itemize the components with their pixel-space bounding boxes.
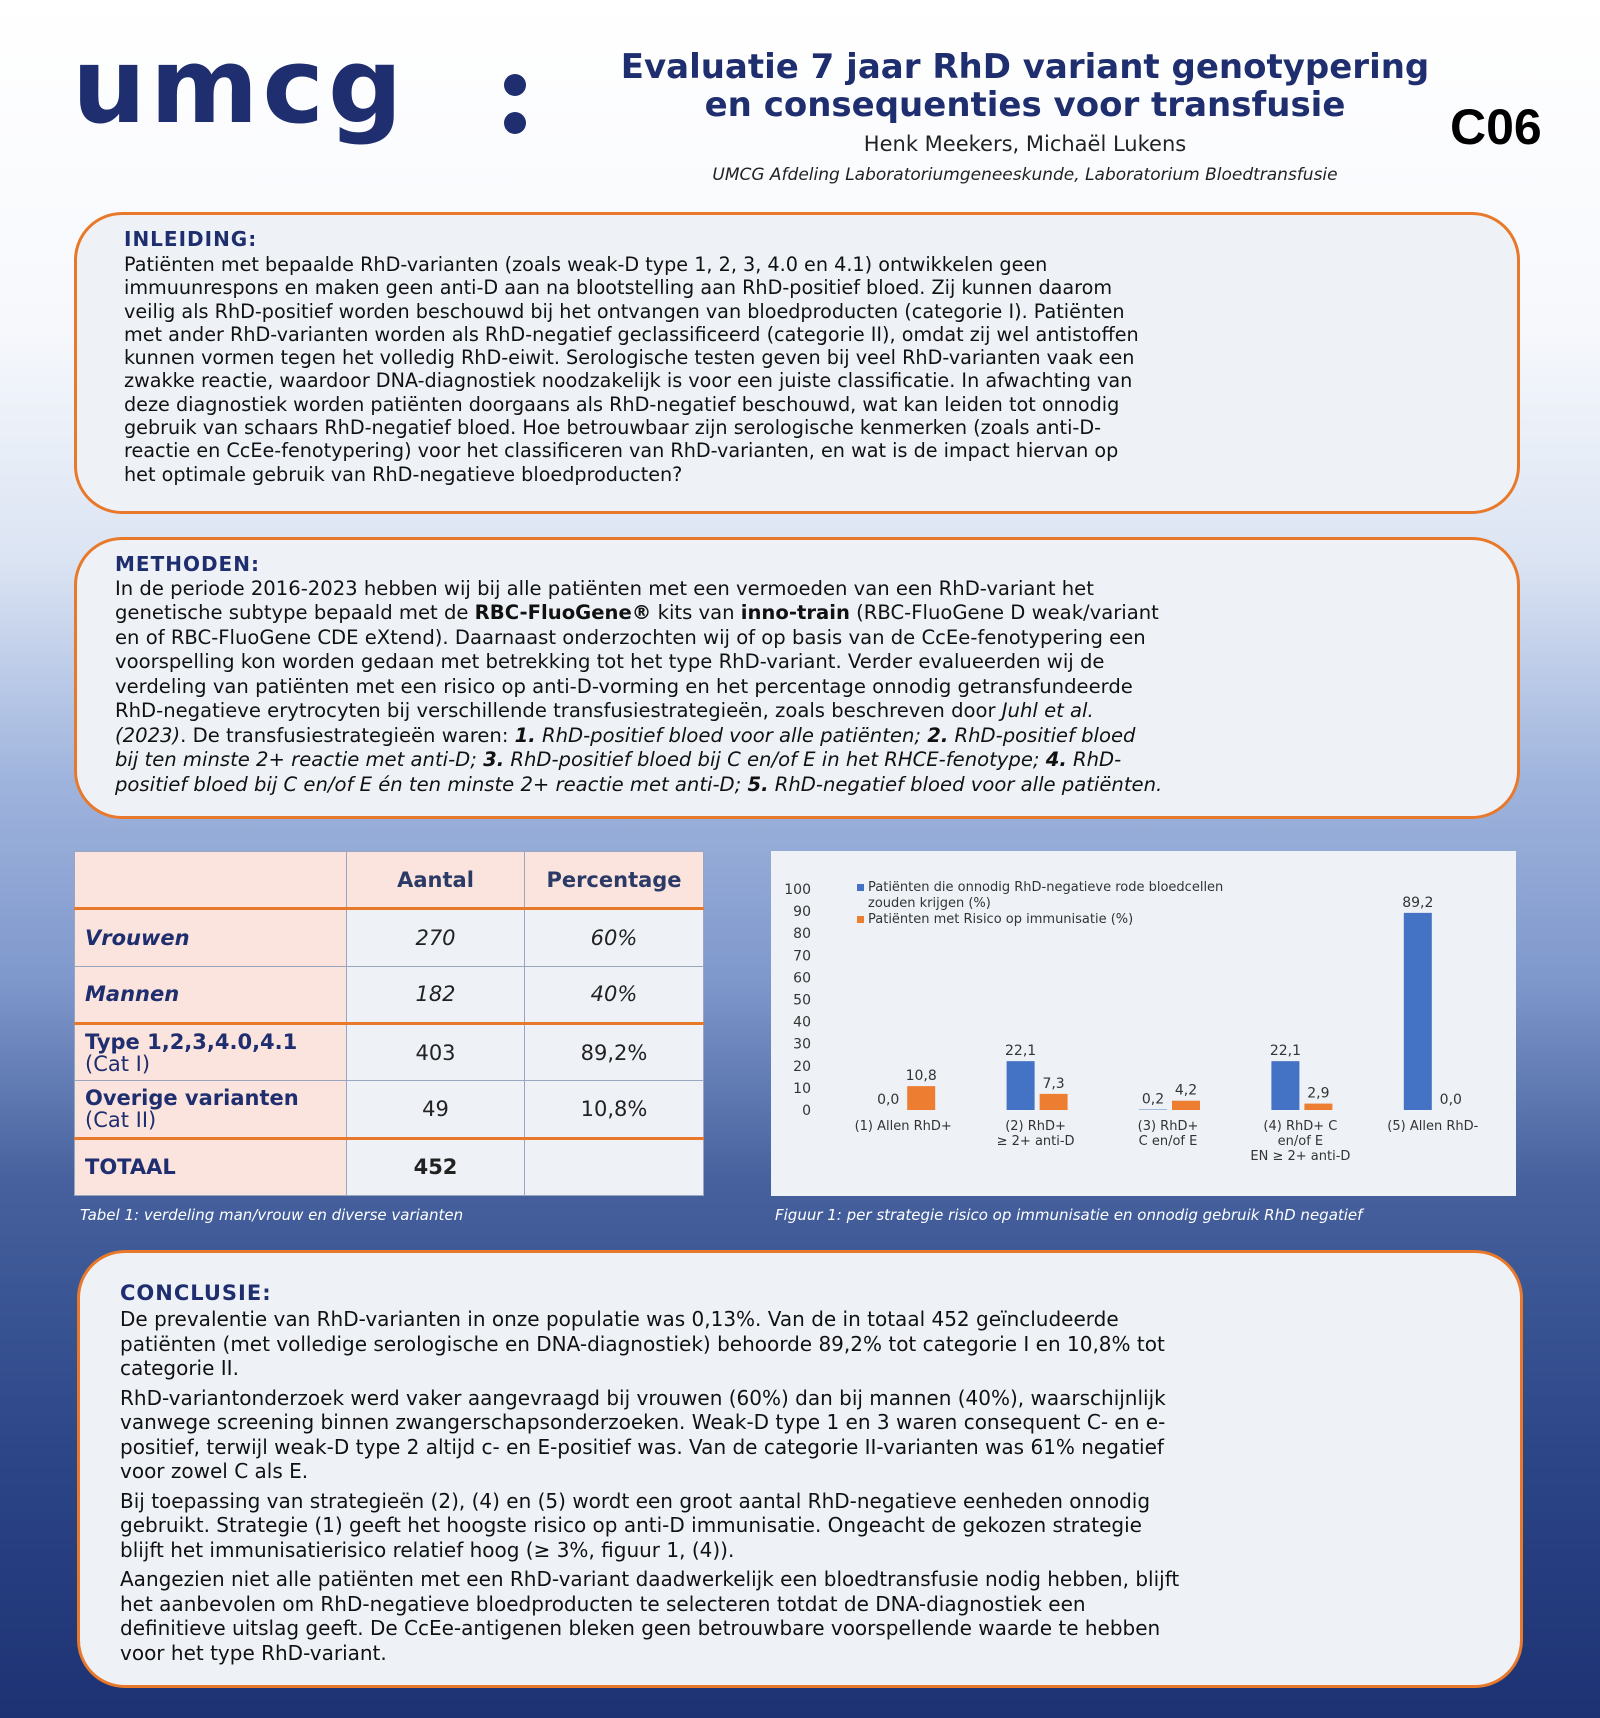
bar-data-label: 0,0	[1439, 1092, 1462, 1108]
bar-data-label: 7,3	[1042, 1075, 1065, 1092]
y-tick-label: 80	[793, 926, 811, 943]
row-percentage	[525, 1138, 704, 1195]
methoden-line: bij ten minste 2+ reactie met anti-D; 3. RhD-positief bloed bij C en/of E in het RHCE-fenotype; 4. RhD-	[115, 748, 1122, 771]
methoden-line: voorspelling kon worden gedaan met betrekking tot het type RhD-variant. Verder evalueerden wij de	[115, 650, 1105, 673]
methoden-line: en of RBC-FluoGene CDE eXtend). Daarnaast onderzochten wij of op basis van de CcEe-fenotypering een	[115, 625, 1146, 649]
inleiding-line: gebruik van schaars RhD-negatief bloed. Hoe betrouwbaar zijn serologische kenmerken (zoals anti-D-	[124, 416, 1102, 440]
title-line-1: Evaluatie 7 jaar RhD variant genotypering	[620, 47, 1430, 87]
bar-data-label: 4,2	[1174, 1082, 1198, 1099]
y-tick-label: 60	[793, 970, 811, 987]
y-tick-label: 30	[793, 1036, 811, 1053]
legend-swatch	[857, 916, 864, 923]
conclusie-line: gebruikt. Strategie (1) geeft het hoogste risico op anti-D immunisatie. Ongeacht de gekozen strategie	[120, 1513, 1142, 1537]
inleiding-box: INLEIDING: Patiënten met bepaalde RhD-varianten (zoals weak-D type 1, 2, 3, 4.0 en 4.1) ontwikkelen geen immuunrespons en maken geen anti-D aan na blootstelling aan RhD-positief bloed. Zij kunnen daarom veilig als RhD-positief worden beschouwd bij het ontvangen van bloedproducten (categorie I). Patiënten met ander RhD-varianten worden als RhD-negatief geclassificeerd (categorie II), omdat zij wel antistoffen kunnen vormen tegen het volledig RhD-eiwit. Serologische testen geven bij veel RhD-varianten vaak een zwakke reactie, waardoor DNA-diagnostiek noodzakelijk is voor een juiste classificatie. In afwachting van deze diagnostiek worden patiënten doorgaans als RhD-negatief beschouwd, wat kan leiden tot onnodig gebruik van schaars RhD-negatief bloed. Hoe betrouwbaar zijn serologische kenmerken (zoals anti-D- reactie en CcEe-fenotypering) voor het classificeren van RhD-varianten, en wat is de impact hiervan op het optimale gebruik van RhD-negatieve bloedproducten?	[74, 212, 1520, 514]
conclusie-text	[120, 1307, 1520, 1665]
inleiding-line: kunnen vormen tegen het volledig RhD-eiwit. Serologische testen geven bij veel RhD-varianten vaak een	[124, 346, 1135, 370]
table-row	[75, 1023, 704, 1080]
conclusie-heading: CONCLUSIE	[120, 1281, 263, 1305]
conclusie-line: Aangezien niet alle patiënten met een RhD-variant daadwerkelijk een bloedtransfusie nodig hebben, blijft	[120, 1567, 1180, 1591]
inleiding-line: zwakke reactie, waardoor DNA-diagnostiek noodzakelijk is voor een juiste classificatie. In afwachting van	[124, 369, 1133, 393]
bar-data-label: 22,1	[1269, 1043, 1301, 1060]
row-label: Vrouwen	[75, 909, 347, 966]
row-label: TOTAAL	[75, 1138, 347, 1195]
x-tick-label: (4) RhD+ C	[1263, 1119, 1338, 1134]
table-row	[75, 966, 704, 1023]
methoden-line: genetische subtype bepaald met de RBC-FluoGene® kits van inno-train (RBC-FluoGene D weak/variant	[115, 601, 1159, 624]
y-tick-label: 40	[793, 1014, 811, 1031]
authors: Henk Meekers, Michaël Lukens	[863, 132, 1187, 156]
table-header-aantal: Aantal	[347, 852, 525, 909]
bar-chart	[771, 851, 1516, 1196]
x-tick-label: en/of E	[1277, 1134, 1324, 1149]
inleiding-line: deze diagnostiek worden patiënten doorgaans als RhD-negatief beschouwd, wat kan leiden tot onnodig	[124, 392, 1120, 416]
row-aantal: 49	[347, 1081, 525, 1138]
title-line-2: en consequenties voor transfusie	[704, 85, 1346, 125]
y-tick-label: 70	[793, 948, 811, 965]
inleiding-line: reactie en CcEe-fenotypering) voor het classificeren van RhD-varianten, en wat is de impact hiervan op	[124, 439, 1119, 463]
inleiding-heading: INLEIDING	[124, 227, 249, 251]
conclusie-line: definitieve uitslag geeft. De CcEe-antigenen bleken geen betrouwbare voorspellende waarde te hebben	[120, 1616, 1161, 1640]
row-aantal: 182	[347, 966, 525, 1023]
conclusie-paragraph	[120, 1307, 1520, 1381]
legend-swatch	[857, 884, 864, 891]
bar-data-label: 89,2	[1402, 894, 1434, 911]
poster-title	[520, 48, 1530, 124]
row-aantal: 403	[347, 1023, 525, 1080]
y-tick-label: 90	[793, 904, 811, 921]
y-tick-label: 0	[802, 1103, 811, 1119]
x-tick-label: (5) Allen RhD-	[1387, 1119, 1479, 1134]
inleiding-line: met ander RhD-varianten worden als RhD-negatief geclassificeerd (categorie II), omdat zij wel antistoffen	[124, 322, 1139, 346]
methoden-line: RhD-negatieve erytrocyten bij verschillende transfusiestrategieën, zoals beschreven door Juhl et al.	[115, 699, 1094, 722]
inleiding-line: het optimale gebruik van RhD-negatieve bloedproducten?	[124, 462, 683, 486]
y-tick-label: 10	[793, 1080, 811, 1097]
table-row	[75, 1081, 704, 1138]
figure-caption: Figuur 1: per strategie risico op immunisatie en onnodig gebruik RhD negatief	[775, 1206, 1363, 1224]
table-header-empty	[75, 852, 347, 909]
conclusie-line: patiënten (met volledige serologische en DNA-diagnostiek) behoorde 89,2% tot categorie I en 10,8% tot	[120, 1331, 1165, 1356]
bar	[907, 1086, 935, 1110]
bar	[1172, 1101, 1200, 1110]
methoden-line: (2023). De transfusiestrategieën waren: 1. RhD-positief bloed voor alle patiënten; 2. RhD-positief bloed	[115, 723, 1136, 747]
bar	[1271, 1061, 1299, 1110]
conclusie-line: voor het type RhD-variant.	[120, 1640, 387, 1665]
conclusie-line: Bij toepassing van strategieën (2), (4) en (5) wordt een groot aantal RhD-negatieve eenheden onnodig	[120, 1488, 1151, 1513]
conclusie-line: RhD-variantonderzoek werd vaker aangevraagd bij vrouwen (60%) dan bij mannen (40%), waarschijnlijk	[120, 1385, 1166, 1410]
row-label: Type 1,2,3,4.0,4.1 (Cat I)	[75, 1023, 347, 1080]
results-table	[74, 851, 704, 1196]
x-tick-label: ≥ 2+ anti-D	[996, 1134, 1075, 1149]
chart-panel	[771, 851, 1516, 1196]
table-header-row	[75, 852, 704, 909]
methoden-line: verdeling van patiënten met een risico op anti-D-vorming en het percentage onnodig getransfundeerde	[115, 674, 1133, 698]
legend-label: zouden krijgen (%)	[868, 896, 991, 911]
conclusie-line: voor zowel C als E.	[120, 1459, 309, 1483]
bar	[1304, 1104, 1332, 1110]
y-tick-label: 50	[793, 992, 811, 1009]
y-tick-label: 100	[784, 882, 811, 898]
inleiding-text	[124, 253, 1504, 486]
conclusie-paragraph	[120, 1386, 1520, 1484]
conclusie-line: De prevalentie van RhD-varianten in onze populatie was 0,13%. Van de in totaal 452 geïncludeerde	[120, 1307, 1119, 1331]
table-row-total	[75, 1138, 704, 1195]
conclusie-box: CONCLUSIE: De prevalentie van RhD-varianten in onze populatie was 0,13%. Van de in totaal 452 geïncludeerde patiënten (met volledige serologische en DNA-diagnostiek) behoorde 89,2% tot categorie I en 10,8% tot categorie II. RhD-variantonderzoek werd vaker aangevraagd bij vrouwen (60%) dan bij mannen (40%), waarschijnlijk vanwege screening binnen zwangerschapsonderzoeken. Weak-D type 1 en 3 waren consequent C- en e- positief, terwijl weak-D type 2 altijd c- en E-positief was. Van de categorie II-varianten was 61% negatief voor zowel C als E. Bij toepassing van strategieën (2), (4) en (5) wordt een groot aantal RhD-negatieve eenheden onnodig gebruikt. Strategie (1) geeft het hoogste risico op anti-D immunisatie. Ongeacht de gekozen strategie blijft het immunisatierisico relatief hoog (≥ 3%, figuur 1, (4)). Aangezien niet alle patiënten met een RhD-variant daadwerkelijk een bloedtransfusie nodig hebben, blijft het aanbevolen om RhD-negatieve bloedproducten te selecteren totdat de DNA-diagnostiek een definitieve uitslag geeft. De CcEe-antigenen bleken geen betrouwbare voorspellende waarde te hebben voor het type RhD-variant.	[77, 1250, 1523, 1688]
row-percentage: 40%	[525, 966, 704, 1023]
bar-data-label: 0,0	[877, 1092, 900, 1108]
bar-data-label: 22,1	[1005, 1043, 1037, 1060]
row-percentage: 89,2%	[525, 1023, 704, 1080]
methoden-line: In de periode 2016-2023 hebben wij bij alle patiënten met een vermoeden van een RhD-variant het	[115, 576, 1094, 600]
row-label: Overige varianten (Cat II)	[75, 1081, 347, 1138]
bar-data-label: 0,2	[1141, 1091, 1165, 1108]
bar-data-label: 2,9	[1307, 1085, 1330, 1102]
y-tick-label: 20	[793, 1058, 811, 1075]
methoden-heading: METHODEN	[115, 552, 251, 576]
row-percentage: 10,8%	[525, 1081, 704, 1138]
poster-code: C06	[1450, 99, 1542, 155]
conclusie-line: het aanbevolen om RhD-negatieve bloedproducten te selecteren totdat de DNA-diagnostiek een	[120, 1591, 1086, 1616]
bar	[1007, 1061, 1035, 1110]
row-label: Mannen	[75, 966, 347, 1023]
inleiding-line: veilig als RhD-positief worden beschouwd bij het ontvangen van bloedproducten (categorie I). Patiënten	[124, 299, 1125, 323]
rbc-fluogene-brand: RBC-FluoGene®	[474, 601, 652, 624]
umcg-logo	[72, 25, 532, 147]
logo-text: umcg	[72, 25, 407, 147]
table-header-percentage: Percentage	[525, 852, 704, 909]
x-tick-label: EN ≥ 2+ anti-D	[1250, 1149, 1351, 1164]
row-aantal: 270	[347, 909, 525, 966]
table-row	[75, 909, 704, 966]
inno-train-brand: inno-train	[740, 601, 850, 624]
x-tick-label: (3) RhD+	[1137, 1119, 1199, 1134]
row-aantal: 452	[347, 1138, 525, 1195]
bar	[1404, 913, 1432, 1110]
methoden-box: METHODEN: In de periode 2016-2023 hebben wij bij alle patiënten met een vermoeden van een RhD-variant het genetische subtype bepaald met de RBC-FluoGene® kits van inno-train (RBC-FluoGene D weak/variant en of RBC-FluoGene CDE eXtend). Daarnaast onderzochten wij of op basis van de CcEe-fenotypering een voorspelling kon worden gedaan met betrekking tot het type RhD-variant. Verder evalueerden wij de verdeling van patiënten met een risico op anti-D-vorming en het percentage onnodig getransfundeerde RhD-negatieve erytrocyten bij verschillende transfusiestrategieën, zoals beschreven door Juhl et al. (2023). De transfusiestrategieën waren: 1. RhD-positief bloed voor alle patiënten; 2. RhD-positief bloed bij ten minste 2+ reactie met anti-D; 3. RhD-positief bloed bij C en/of E in het RHCE-fenotype; 4. RhD- positief bloed bij C en/of E én ten minste 2+ reactie met anti-D; 5. RhD-negatief bloed voor alle patiënten.	[74, 537, 1520, 819]
row-percentage: 60%	[525, 909, 704, 966]
conclusie-line: categorie II.	[120, 1356, 239, 1380]
conclusie-line: blijft het immunisatierisico relatief hoog (≥ 3%, figuur 1, (4)).	[120, 1537, 735, 1562]
x-tick-label: (1) Allen RhD+	[854, 1119, 952, 1134]
bar-data-label: 10,8	[905, 1068, 937, 1085]
affiliation: UMCG Afdeling Laboratoriumgeneeskunde, Laboratorium Bloedtransfusie	[712, 165, 1338, 185]
x-tick-label: C en/of E	[1138, 1134, 1198, 1149]
table-caption: Tabel 1: verdeling man/vrouw en diverse varianten	[80, 1206, 464, 1224]
x-tick-label: (2) RhD+	[1005, 1119, 1066, 1134]
bar	[1040, 1094, 1068, 1110]
methoden-line: positief bloed bij C en/of E én ten minste 2+ reactie met anti-D; 5. RhD-negatief bloed voor alle patiënten.	[115, 772, 1163, 796]
inleiding-line: immuunrespons en maken geen anti-D aan na blootstelling aan RhD-positief bloed. Zij kunnen daarom	[124, 276, 1113, 300]
conclusie-line: vanwege screening binnen zwangerschapsonderzoeken. Weak-D type 1 en 3 waren consequent C- en e-	[120, 1410, 1166, 1434]
conclusie-paragraph	[120, 1567, 1520, 1665]
legend-label: Patiënten die onnodig RhD-negatieve rode bloedcellen	[868, 880, 1224, 895]
conclusie-line: positief, terwijl weak-D type 2 altijd c- en E-positief was. Van de categorie II-varianten was 61% negatief	[120, 1434, 1164, 1459]
inleiding-line: Patiënten met bepaalde RhD-varianten (zoals weak-D type 1, 2, 3, 4.0 en 4.1) ontwikkelen geen	[124, 253, 1048, 276]
legend-label: Patiënten met Risico op immunisatie (%)	[868, 912, 1134, 927]
conclusie-paragraph	[120, 1489, 1520, 1563]
